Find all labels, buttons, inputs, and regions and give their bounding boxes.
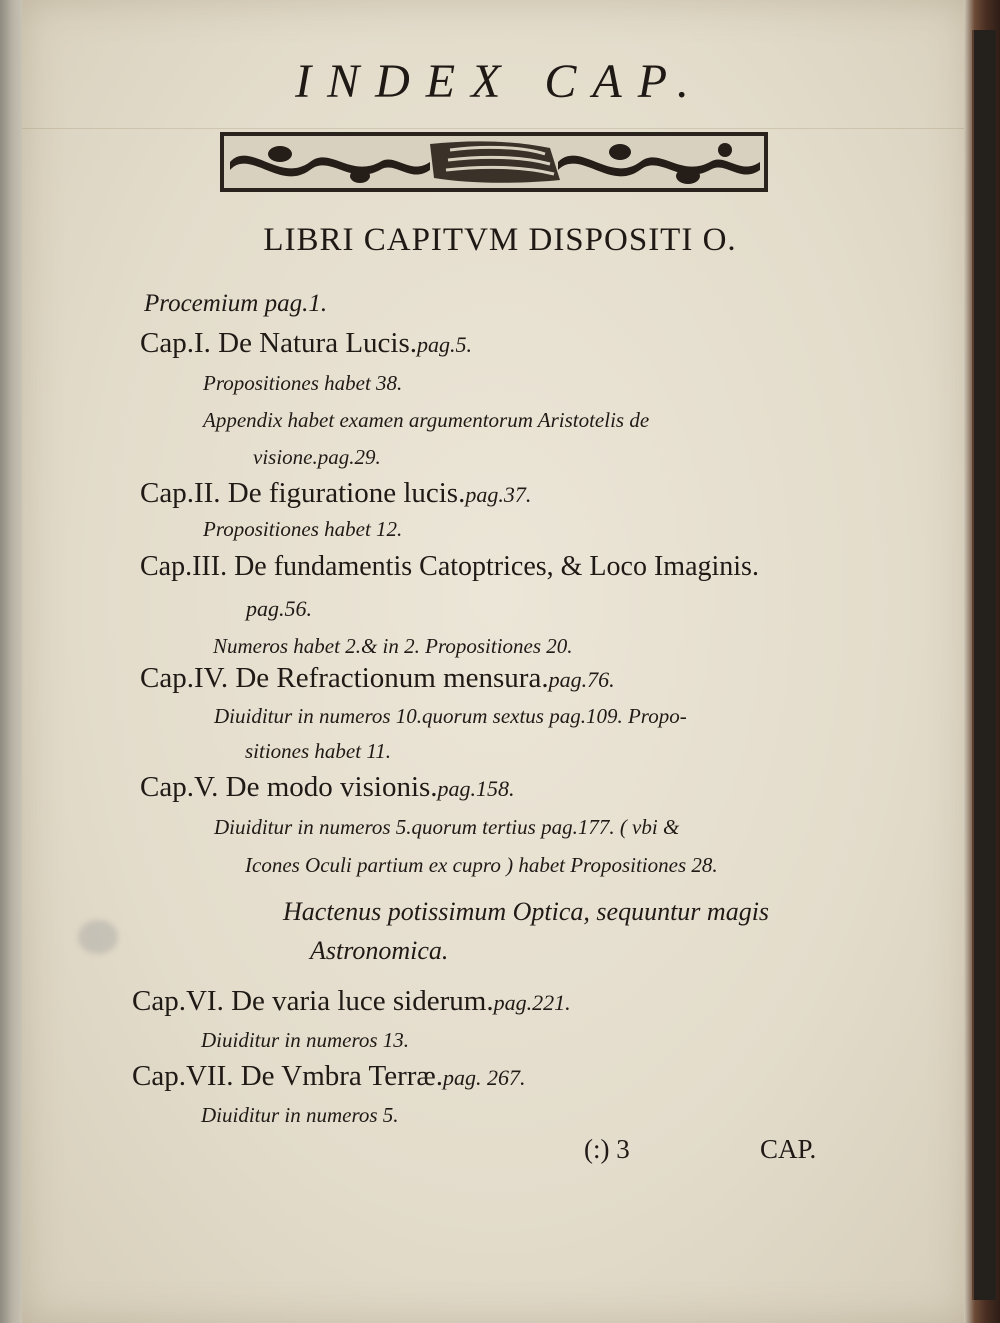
chapter-title: Cap.VII. De Vmbra Terræ. [132,1060,443,1092]
chapter-page: pag.5. [417,332,473,357]
chapter-detail: Diuiditur in numeros 10.quorum sextus pag.109. Propo- [214,704,687,728]
chapter-title: Cap.I. De Natura Lucis. [140,327,418,359]
catchword: CAP. [760,1134,817,1164]
section-heading: LIBRI CAPITVM DISPOSITI O. [263,222,737,258]
chapter-title: Cap.IV. De Refractionum mensura. [140,662,549,694]
proem-entry: Procemium pag.1. [144,290,328,317]
chapter-page: pag.221. [493,990,571,1015]
section-note: Astronomica. [310,936,449,965]
chapter-detail: Propositiones habet 12. [203,517,403,541]
signature-mark: (:) 3 [584,1134,630,1164]
chapter-page: pag.37. [465,482,532,507]
chapter-detail: Appendix habet examen argumentorum Aristotelis de [203,408,650,432]
chapter-detail: Diuiditur in numeros 13. [201,1028,410,1052]
chapter-detail: Diuiditur in numeros 5. [201,1103,399,1127]
page-title: INDEX CAP. [295,55,705,108]
chapter-detail: sitiones habet 11. [245,739,392,763]
chapter-entry-4 [140,662,615,695]
chapter-detail: Numeros habet 2.& in 2. Propositiones 20. [213,634,573,658]
chapter-title: Cap.V. De modo visionis. [140,771,438,803]
chapter-entry-6 [132,985,571,1018]
chapter-title: Cap.VI. De varia luce siderum. [132,985,494,1017]
chapter-title: Cap.II. De figuratione lucis. [140,477,466,509]
chapter-detail: Propositiones habet 38. [203,371,403,395]
chapter-page: pag.158. [437,776,515,801]
chapter-entry-7 [132,1060,526,1093]
chapter-entry-1 [140,327,472,360]
chapter-detail: visione.pag.29. [253,445,381,469]
chapter-page: pag.76. [548,667,615,692]
chapter-page: pag.56. [246,596,312,621]
chapter-detail: Icones Oculi partium ex cupro ) habet Propositiones 28. [245,853,718,877]
chapter-title: Cap.III. De fundamentis Catoptrices, & Loco Imaginis. [140,551,759,582]
chapter-entry-2 [140,477,531,510]
chapter-page: pag. 267. [443,1065,526,1090]
chapter-entry-3 [140,551,759,583]
section-note: Hactenus potissimum Optica, sequuntur magis [283,897,770,926]
chapter-entry-5 [140,771,515,804]
chapter-detail: Diuiditur in numeros 5.quorum tertius pag.177. ( vbi & [214,815,680,839]
